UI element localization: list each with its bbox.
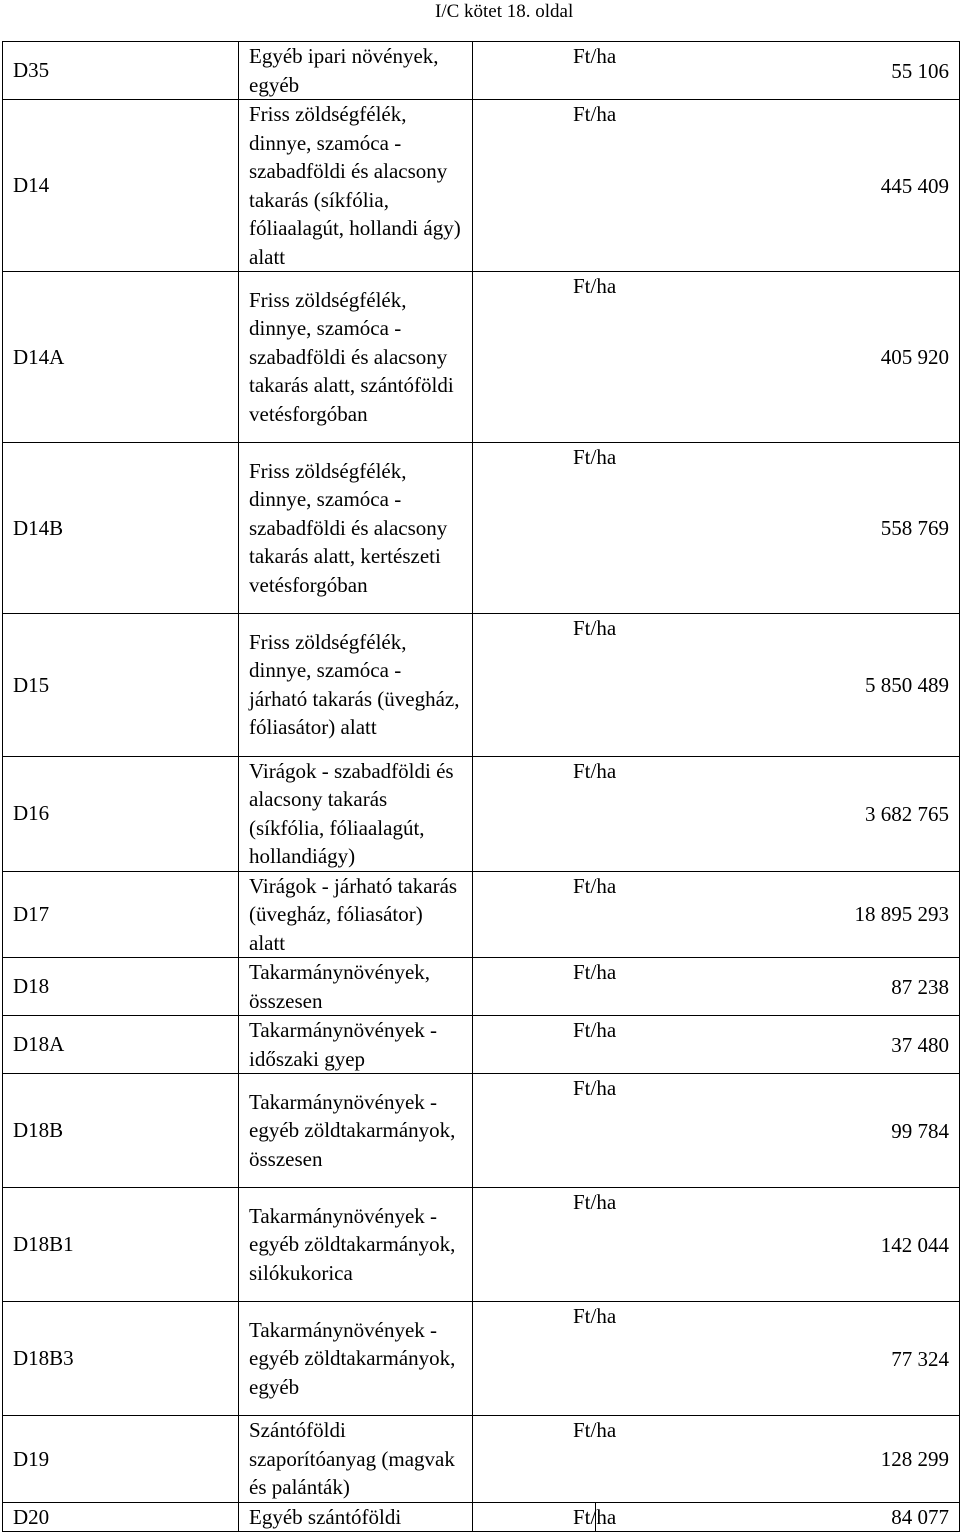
row-value: 77 324 xyxy=(891,1346,949,1371)
table-row xyxy=(3,958,960,1016)
table-row xyxy=(3,756,960,871)
row-description: Takarmánynövények, összesen xyxy=(239,958,473,1016)
table-row xyxy=(3,1502,960,1532)
table-row xyxy=(3,100,960,272)
table-row xyxy=(3,1416,960,1503)
rates-table-body xyxy=(3,42,960,1532)
row-unit-value xyxy=(473,100,960,272)
row-description: Takarmánynövények - egyéb zöldtakarmányok, egyéb xyxy=(239,1302,473,1416)
row-value: 445 409 xyxy=(880,173,949,198)
row-description: Egyéb szántóföldi xyxy=(239,1502,473,1532)
row-code: D19 xyxy=(3,1416,239,1503)
row-code: D18 xyxy=(3,958,239,1016)
row-unit-value xyxy=(473,756,960,871)
row-description: Virágok - járható takarás (üvegház, fóliasátor) alatt xyxy=(239,871,473,958)
row-unit-value xyxy=(473,42,960,100)
row-code: D15 xyxy=(3,614,239,757)
row-code: D35 xyxy=(3,42,239,100)
row-unit: Ft/ha xyxy=(473,1502,596,1532)
table-row xyxy=(3,614,960,757)
row-code: D18B3 xyxy=(3,1302,239,1416)
row-unit-value xyxy=(473,1302,960,1416)
table-row xyxy=(3,42,960,100)
row-unit: Ft/ha xyxy=(573,616,617,640)
row-unit-value xyxy=(473,1016,960,1074)
table-row xyxy=(3,871,960,958)
row-description: Friss zöldségfélék, dinnye, szamóca - szabadföldi és alacsony takarás alatt, szántóföldi vetésforgóban xyxy=(239,272,473,443)
row-description: Friss zöldségfélék, dinnye, szamóca - járható takarás (üvegház, fóliasátor) alatt xyxy=(239,614,473,757)
row-value: 5 850 489 xyxy=(865,672,949,697)
row-description: Egyéb ipari növények, egyéb xyxy=(239,42,473,100)
row-description: Takarmánynövények - egyéb zöldtakarmányok, silókukorica xyxy=(239,1188,473,1302)
row-unit: Ft/ha xyxy=(573,1304,617,1328)
row-unit-value xyxy=(473,272,960,443)
row-unit-value xyxy=(473,871,960,958)
row-unit: Ft/ha xyxy=(573,960,617,984)
table-row xyxy=(3,1016,960,1074)
row-code: D14B xyxy=(3,443,239,614)
row-description: Szántóföldi szaporítóanyag (magvak és palánták) xyxy=(239,1416,473,1503)
row-description: Takarmánynövények - időszaki gyep xyxy=(239,1016,473,1074)
row-description: Takarmánynövények - egyéb zöldtakarmányok, összesen xyxy=(239,1074,473,1188)
rates-table xyxy=(2,41,960,1532)
row-unit: Ft/ha xyxy=(573,44,617,68)
page-header: I/C kötet 18. oldal xyxy=(435,1,574,22)
table-row xyxy=(3,1074,960,1188)
row-unit-value xyxy=(473,958,960,1016)
row-description: Friss zöldségfélék, dinnye, szamóca - szabadföldi és alacsony takarás (síkfólia, fóliaalagút, hollandi ágy) alatt xyxy=(239,100,473,272)
row-value: 87 238 xyxy=(891,974,949,999)
row-value: 558 769 xyxy=(880,515,949,540)
row-code: D18B1 xyxy=(3,1188,239,1302)
row-unit: Ft/ha xyxy=(573,274,617,298)
row-description: Virágok - szabadföldi és alacsony takarás (síkfólia, fóliaalagút, hollandiágy) xyxy=(239,756,473,871)
row-code: D20 xyxy=(3,1502,239,1532)
row-code: D16 xyxy=(3,756,239,871)
row-unit-value xyxy=(473,1416,960,1503)
row-code: D17 xyxy=(3,871,239,958)
row-value: 128 299 xyxy=(880,1446,949,1471)
table-row xyxy=(3,272,960,443)
row-value: 37 480 xyxy=(891,1032,949,1057)
row-unit: Ft/ha xyxy=(573,1190,617,1214)
table-row xyxy=(3,1302,960,1416)
row-value: 18 895 293 xyxy=(854,902,949,926)
row-value: 405 920 xyxy=(880,344,949,369)
row-unit: Ft/ha xyxy=(573,102,617,126)
row-unit-value xyxy=(473,1074,960,1188)
row-code: D14 xyxy=(3,100,239,272)
row-code: D18A xyxy=(3,1016,239,1074)
row-unit: Ft/ha xyxy=(573,1418,617,1442)
row-description: Friss zöldségfélék, dinnye, szamóca - szabadföldi és alacsony takarás alatt, kertészeti vetésforgóban xyxy=(239,443,473,614)
row-value: 3 682 765 xyxy=(865,801,949,826)
row-unit: Ft/ha xyxy=(573,873,617,898)
row-unit: Ft/ha xyxy=(573,1076,617,1100)
row-unit-value xyxy=(473,443,960,614)
row-unit: Ft/ha xyxy=(573,445,617,469)
row-value: 55 106 xyxy=(891,58,949,83)
row-value: 142 044 xyxy=(880,1232,949,1257)
row-unit-value xyxy=(473,614,960,757)
row-value: 84 077 xyxy=(596,1502,960,1532)
table-row xyxy=(3,443,960,614)
row-unit-value xyxy=(473,1188,960,1302)
row-code: D18B xyxy=(3,1074,239,1188)
row-code: D14A xyxy=(3,272,239,443)
row-value: 99 784 xyxy=(891,1118,949,1143)
row-unit: Ft/ha xyxy=(573,1018,617,1042)
table-row xyxy=(3,1188,960,1302)
row-unit: Ft/ha xyxy=(573,758,617,783)
